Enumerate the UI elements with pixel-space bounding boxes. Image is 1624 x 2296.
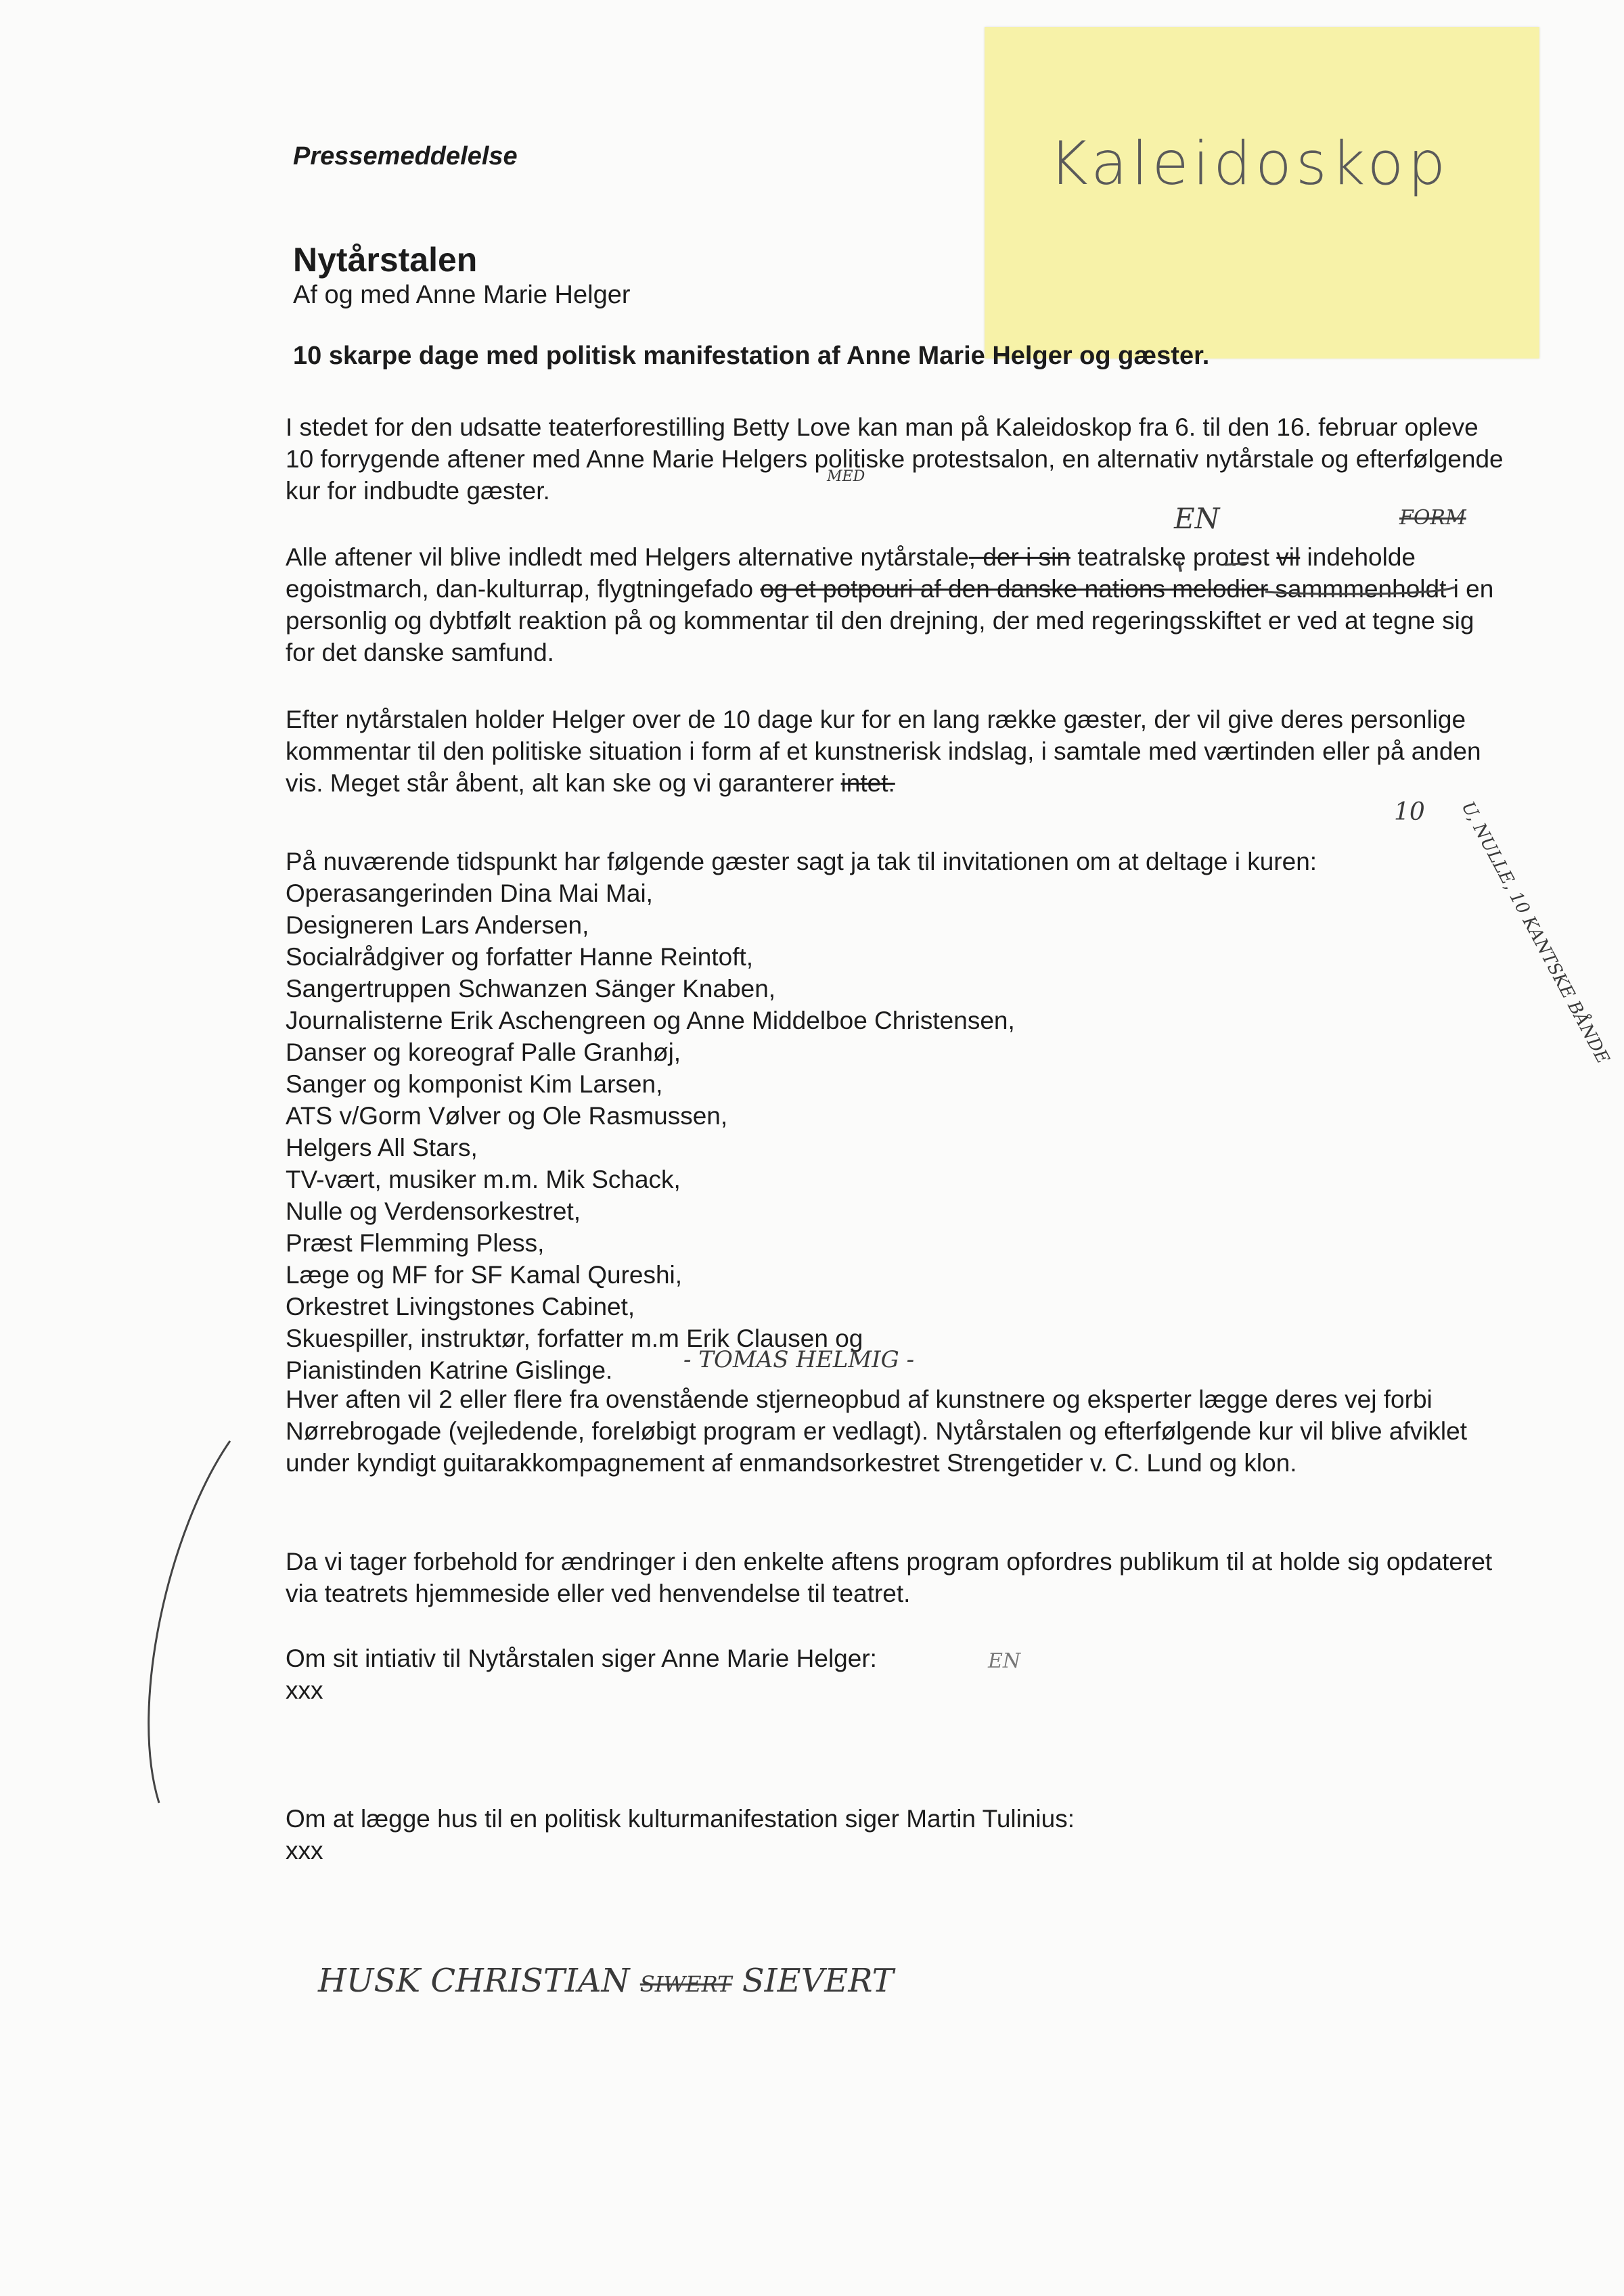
handwritten-10: 10 bbox=[1394, 798, 1425, 826]
page-title: Nytårstalen bbox=[293, 241, 478, 279]
list-item: Nulle og Verdensorkestret, bbox=[286, 1197, 581, 1225]
handwritten-med: MED bbox=[827, 468, 865, 485]
handwritten-husk-note: HUSK CHRISTIAN SIWERT SIEVERT bbox=[318, 1962, 894, 2000]
quote-tulinius: Om at lægge hus til en politisk kulturmanifestation siger Martin Tulinius: xxx bbox=[286, 1805, 1075, 1864]
list-item: Socialrådgiver og forfatter Hanne Reintoft, bbox=[286, 943, 754, 971]
handwritten-en-2: EN bbox=[988, 1649, 1021, 1673]
list-item: Danser og koreograf Palle Granhøj, bbox=[286, 1038, 681, 1066]
list-item: ATS v/Gorm Vølver og Ole Rasmussen, bbox=[286, 1102, 728, 1130]
sticky-note-text: Kaleidoskop bbox=[1049, 129, 1450, 198]
quote-helger: Om sit intiativ til Nytårstalen siger Anne Marie Helger: xxx bbox=[286, 1645, 877, 1704]
paragraph-program: Hver aften vil 2 eller flere fra ovenstående stjerneopbud af kunstnere og eksperter lægge deres vej forbi Nørrebrogade (vejledende, foreløbigt program er vedlagt). Nytårstalen og efterfølgende kur vil blive afviklet under kyndigt guitarakkompagnement af enmandsorkestret Strengetider v. C. Lund og klon. bbox=[286, 1385, 1467, 1477]
list-item: Helgers All Stars, bbox=[286, 1134, 478, 1162]
list-item: Sangertruppen Schwanzen Sänger Knaben, bbox=[286, 975, 776, 1003]
list-item: Sanger og komponist Kim Larsen, bbox=[286, 1070, 663, 1098]
list-item: Journalisterne Erik Aschengreen og Anne Middelboe Christensen, bbox=[286, 1007, 1015, 1034]
byline: Af og med Anne Marie Helger bbox=[293, 281, 631, 309]
paragraph-kur: Efter nytårstalen holder Helger over de 10 dage kur for en lang række gæster, der vil give deres personlige kommentar til den politiske situation i form af et kunstnerisk indslag, i samtale med værtinden eller på anden vis. Meget står åbent, alt kan ske og vi garanterer intet. bbox=[286, 706, 1481, 797]
subheading: 10 skarpe dage med politisk manifestation af Anne Marie Helger og gæster. bbox=[293, 342, 1210, 370]
handwritten-side-note: U, NULLE, 10 KANTSKE BÅNDE bbox=[1457, 798, 1613, 1067]
list-item: Skuespiller, instruktør, forfatter m.m Erik Clausen og bbox=[286, 1325, 863, 1352]
paragraph-disclaimer: Da vi tager forbehold for ændringer i den enkelte aftens program opfordres publikum til at holde sig opdateret via teatrets hjemmeside eller ved henvendelse til teatret. bbox=[286, 1548, 1493, 1607]
list-item: Orkestret Livingstones Cabinet, bbox=[286, 1293, 635, 1321]
list-item: Operasangerinden Dina Mai Mai, bbox=[286, 879, 653, 907]
list-item: Præst Flemming Pless, bbox=[286, 1229, 545, 1257]
paragraph-nytaarstale: Alle aftener vil blive indledt med Helgers alternative nytårstale, der i sin teatralske protest vil indeholde egoistmarch, dan-kulturrap, flygtningefado og et potpouri af den danske nations melodier sammmenholdt i en personlig og dybtfølt reaktion på og kommentar til den drejning, der med regeringsskiftet er ved at tegne sig for det danske samfund. bbox=[286, 543, 1494, 666]
list-item: Pianistinden Katrine Gislinge. bbox=[286, 1356, 613, 1384]
handwritten-form: FORM bbox=[1399, 506, 1466, 530]
list-item: Designeren Lars Andersen, bbox=[286, 911, 589, 939]
handwritten-tomas-helmig: - TOMAS HELMIG - bbox=[683, 1346, 915, 1373]
guest-list-intro: På nuværende tidspunkt har følgende gæster sagt ja tak til invitationen om at deltage i kuren: bbox=[286, 848, 1317, 875]
handwritten-en: EN bbox=[1174, 502, 1220, 535]
paragraph-intro: I stedet for den udsatte teaterforestilling Betty Love kan man på Kaleidoskop fra 6. til den 16. februar opleve 10 forrygende aftener med Anne Marie Helgers politiske protestsalon, en alternativ nytårstale og efterfølgende kur for indbudte gæster. bbox=[286, 413, 1504, 505]
list-item: TV-vært, musiker m.m. Mik Schack, bbox=[286, 1166, 681, 1193]
press-release-label: Pressemeddelelse bbox=[293, 142, 518, 170]
list-item: Læge og MF for SF Kamal Qureshi, bbox=[286, 1261, 683, 1289]
